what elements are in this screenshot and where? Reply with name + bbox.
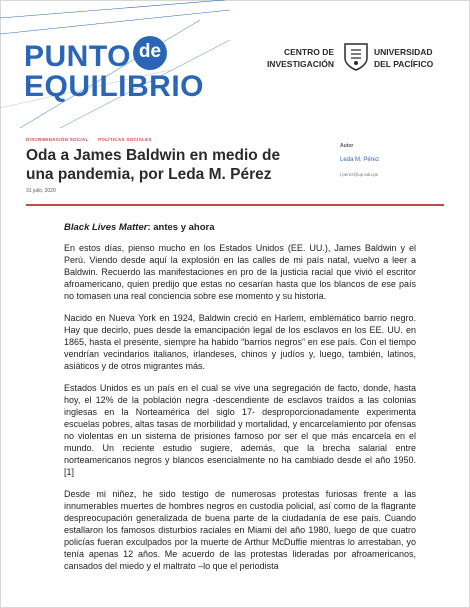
- article-subtitle: Black Lives Matter: antes y ahora: [64, 222, 215, 233]
- paragraph: Estados Unidos es un país en el cual se vive una segregación de facto, donde, hasta hoy, el 12% de la población negra -descendiente de esclavos traídos a las colonias inglesas en la Norteamérica del siglo 17- desproporcionadamente experimenta escuelas pobres, altas tasas de morbilidad y mortalidad, y encarcelamiento por ofensas no violentas en un sistema de prisiones famoso por ser el que más encarcela en el mundo. Un reciente estudio sugiere, además, que la brecha salarial entre norteamericanos negros y blancos esencialmente no ha cambiado desde el año 1950. [1]: [64, 383, 416, 477]
- page-header: [0, 0, 470, 128]
- tag-politicas[interactable]: POLÍTICAS SOCIALES: [98, 137, 152, 142]
- header-divider: [26, 204, 444, 206]
- paragraph: Desde mi niñez, he sido testigo de numerosas protestas furiosas frente a las innumerables muertes de hombres negros en custodia policial, así como de la flagrante despreocupación generalizada de buena parte de la ciudadanía de ese país. Cuando estallaron los famosos disturbios raciales en Miami del año 1980, luego de que cuatro policías fueran exculpados por la muerte de Arthur McDuffie mientras lo arrestaban, yo tenía apenas 12 años. Me acuerdo de las protestas lideradas por afroamericanos, cansados del miedo y el maltrato –lo que el periodista: [64, 489, 416, 571]
- centro-investigacion-label: CENTRO DE INVESTIGACIÓN: [266, 47, 334, 69]
- article-date: 31 julio, 2020: [26, 188, 56, 194]
- logo-equilibrio: EQUILIBRIO: [24, 70, 205, 103]
- category-tags: [26, 137, 160, 142]
- article-title: Oda a James Baldwin en medio de una pandemia, por Leda M. Pérez: [26, 147, 281, 183]
- paragraph: En estos días, pienso mucho en los Estados Unidos (EE. UU.), James Baldwin y el Perú. Viendo desde aquí la explosión en las calles de mi país natal, vuelvo a leer a Baldwin. Recuerdo las manifestaciones en pro de la justicia racial que vivió el escritor afroamericano, quien predijo que estas no cesarían hasta que los blancos de ese país no tomasen una real conciencia sobre ese momento y su historia.: [64, 243, 416, 301]
- author-email: l.perez@up.edu.pe: [340, 172, 379, 177]
- author-label: Autor: [340, 143, 354, 149]
- universidad-pacifico-label: UNIVERSIDAD DEL PACÍFICO: [374, 47, 434, 69]
- tag-discriminacion[interactable]: DISCRIMINACIÓN SOCIAL: [26, 137, 89, 142]
- university-seal-icon: [342, 42, 370, 72]
- article-body: [64, 222, 416, 582]
- paragraph: Nacido en Nueva York en 1924, Baldwin creció en Harlem, emblemático barrio negro. Hay que decirlo, pues desde la emancipación legal de los esclavos en los EE. UU. en 1865, hasta el presente, siempre ha habido “barrios negros” en ese país. Con el tiempo vendrían vecindarios italianos, irlandeses, chinos y judíos y, luego, también, latinos, asiáticos y de otros migrantes más.: [64, 313, 416, 371]
- logo-de: de: [133, 36, 167, 70]
- author-name-link[interactable]: Leda M. Pérez: [340, 157, 380, 163]
- logo-punto: PUNTO: [24, 40, 131, 73]
